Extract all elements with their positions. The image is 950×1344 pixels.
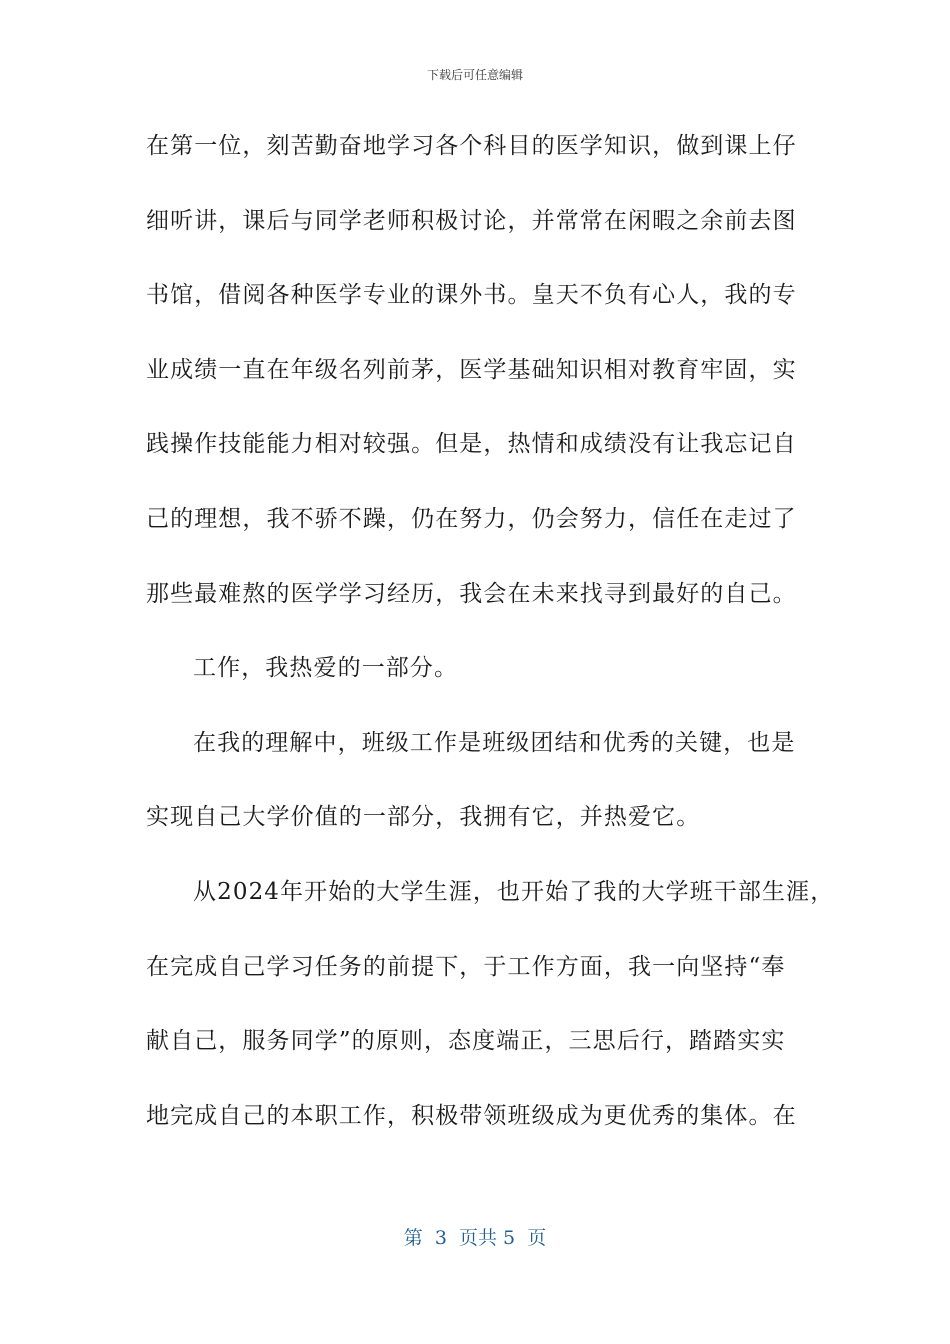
paragraph-line: 在第一位，刻苦勤奋地学习各个科目的医学知识，做到课上仔	[146, 133, 797, 159]
paragraph-line: 业成绩一直在年级名列前茅，医学基础知识相对教育牢固，实	[146, 356, 797, 383]
paragraph-line: 献自己，服务同学”的原则，态度端正，三思后行，踏踏实实	[146, 1028, 786, 1055]
paragraph-line: 那些最难熬的医学学习经历，我会在未来找寻到最好的自己。	[146, 580, 797, 607]
page-number: 第 3 页共 5 页	[403, 1227, 547, 1249]
document-body	[146, 126, 835, 1170]
paragraph-line: 在完成自己学习任务的前提下，于工作方面，我一向坚持“奉	[146, 953, 786, 980]
paragraph-line: 从2024年开始的大学生涯，也开始了我的大学班干部生涯，	[193, 878, 835, 905]
paragraph-line: 地完成自己的本职工作，积极带领班级成为更优秀的集体。在	[146, 1102, 797, 1129]
paragraph-line: 实现自己大学价值的一部分，我拥有它，并热爱它。	[146, 804, 701, 831]
paragraph-line: 己的理想，我不骄不躁，仍在努力，仍会努力，信任在走过了	[146, 505, 797, 532]
paragraph-line: 在我的理解中，班级工作是班级团结和优秀的关键，也是	[193, 729, 796, 756]
paragraph-line: 细听讲，课后与同学老师积极讨论，并常常在闲暇之余前去图	[146, 207, 797, 234]
paragraph-line: 践操作技能能力相对较强。但是，热情和成绩没有让我忘记自	[146, 431, 797, 458]
paragraph-line: 书馆，借阅各种医学专业的课外书。皇天不负有心人，我的专	[146, 282, 797, 309]
header-note: 下载后可任意编辑	[426, 68, 523, 82]
paragraph-line: 工作，我热爱的一部分。	[193, 655, 459, 682]
